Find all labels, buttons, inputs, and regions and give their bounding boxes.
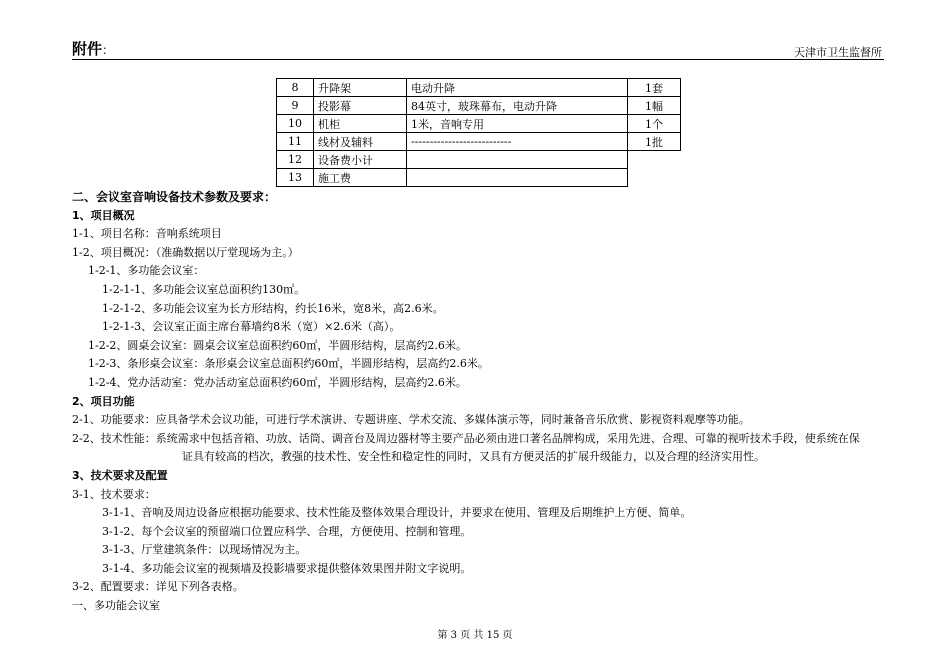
paragraph: 3-1-1、音响及周边设备应根据功能要求、技术性能及整体效果合理设计，并要求在使用、管理及后期维护上方便、简单。 [102,506,692,520]
paragraph: 3-1-4、多功能会议室的视频墙及投影墙要求提供整体效果图并附文字说明。 [102,561,472,575]
subsection-heading: 2、项目功能 [72,394,135,408]
paragraph: 1-2-1-3、会议室正面主席台幕墙约8米（宽）×2.6米（高）。 [102,320,401,334]
item-spec [407,151,628,169]
header-divider [72,59,884,60]
item-spec: 电动升降 [407,79,628,97]
table-row [277,169,681,187]
item-qty: 1个 [628,115,681,133]
paragraph: 1-2-3、条形桌会议室：条形桌会议室总面积约60㎡，半圆形结构，层高约2.6米。 [88,357,489,371]
item-name: 线材及辅料 [314,133,407,151]
page-number: 第 3 页 共 15 页 [437,630,513,641]
row-number: 13 [277,169,314,187]
item-name: 投影幕 [314,97,407,115]
paragraph: 1-2-1-2、多功能会议室为长方形结构，约长16米，宽8米，高2.6米。 [102,301,444,315]
table-row [277,151,681,169]
row-number: 11 [277,133,314,151]
subsection-heading: 1、项目概况 [72,208,135,222]
paragraph: 3-1-2、每个会议室的预留端口位置应科学、合理，方便使用、控制和管理。 [102,524,472,538]
equipment-table [276,78,681,187]
paragraph: 一、多功能会议室 [72,599,160,613]
item-name: 设备费小计 [314,151,407,169]
item-qty: 1套 [628,79,681,97]
paragraph: 1-2-4、党办活动室：党办活动室总面积约60㎡，半圆形结构，层高约2.6米。 [88,375,467,389]
attachment-label [72,38,114,59]
empty-cell [628,151,681,169]
table-row [277,115,681,133]
empty-cell [628,169,681,187]
attachment-colon: ： [102,43,115,57]
attachment-title: 附件 [72,40,103,58]
section-heading: 二、会议室音响设备技术参数及要求： [72,190,277,204]
item-qty: 1批 [628,133,681,151]
item-spec: 1米，音响专用 [407,115,628,133]
document-body [72,188,884,616]
row-number: 9 [277,97,314,115]
row-number: 8 [277,79,314,97]
paragraph: 3-2、配置要求：详见下列各表格。 [72,580,244,594]
item-qty: 1幅 [628,97,681,115]
item-name: 升降架 [314,79,407,97]
paragraph: 1-2-1、多功能会议室： [88,264,205,278]
subsection-heading: 3、技术要求及配置 [72,468,168,482]
table-row [277,97,681,115]
item-name: 施工费 [314,169,407,187]
row-number: 12 [277,151,314,169]
paragraph: 2-1、功能要求：应具备学术会议功能，可进行学术演讲、专题讲座、学术交流、多媒体演示等，同时兼备音乐欣赏、影视资料观摩等功能。 [72,413,750,427]
item-spec: 84英寸，玻珠幕布，电动升降 [407,97,628,115]
paragraph: 2-2、技术性能：系统需求中包括音箱、功放、话筒、调音台及周边器材等主要产品必须由进口著名品牌构成，采用先进、合理、可靠的视听技术手段，使系统在保 [72,431,860,445]
table-row [277,133,681,151]
paragraph: 1-1、项目名称：音响系统项目 [72,227,222,241]
row-number: 10 [277,115,314,133]
item-name: 机柜 [314,115,407,133]
paragraph: 3-1-3、厅堂建筑条件：以现场情况为主。 [102,543,307,557]
paragraph: 证具有较高的档次，教强的技术性、安全性和稳定性的同时，又具有方便灵活的扩展升级能力，以及合理的经济实用性。 [182,450,765,464]
paragraph: 1-2-1-1、多功能会议室总面积约130㎡。 [102,282,306,296]
item-spec [407,169,628,187]
table-row [277,79,681,97]
paragraph: 3-1、技术要求： [72,487,156,501]
organization-name: 天津市卫生监督所 [794,46,882,59]
paragraph: 1-2-2、圆桌会议室：圆桌会议室总面积约60㎡，半圆形结构，层高约2.6米。 [88,338,467,352]
item-spec: --------------------------- [407,133,628,151]
paragraph: 1-2、项目概况：（准确数据以厅堂现场为主。） [72,245,299,259]
